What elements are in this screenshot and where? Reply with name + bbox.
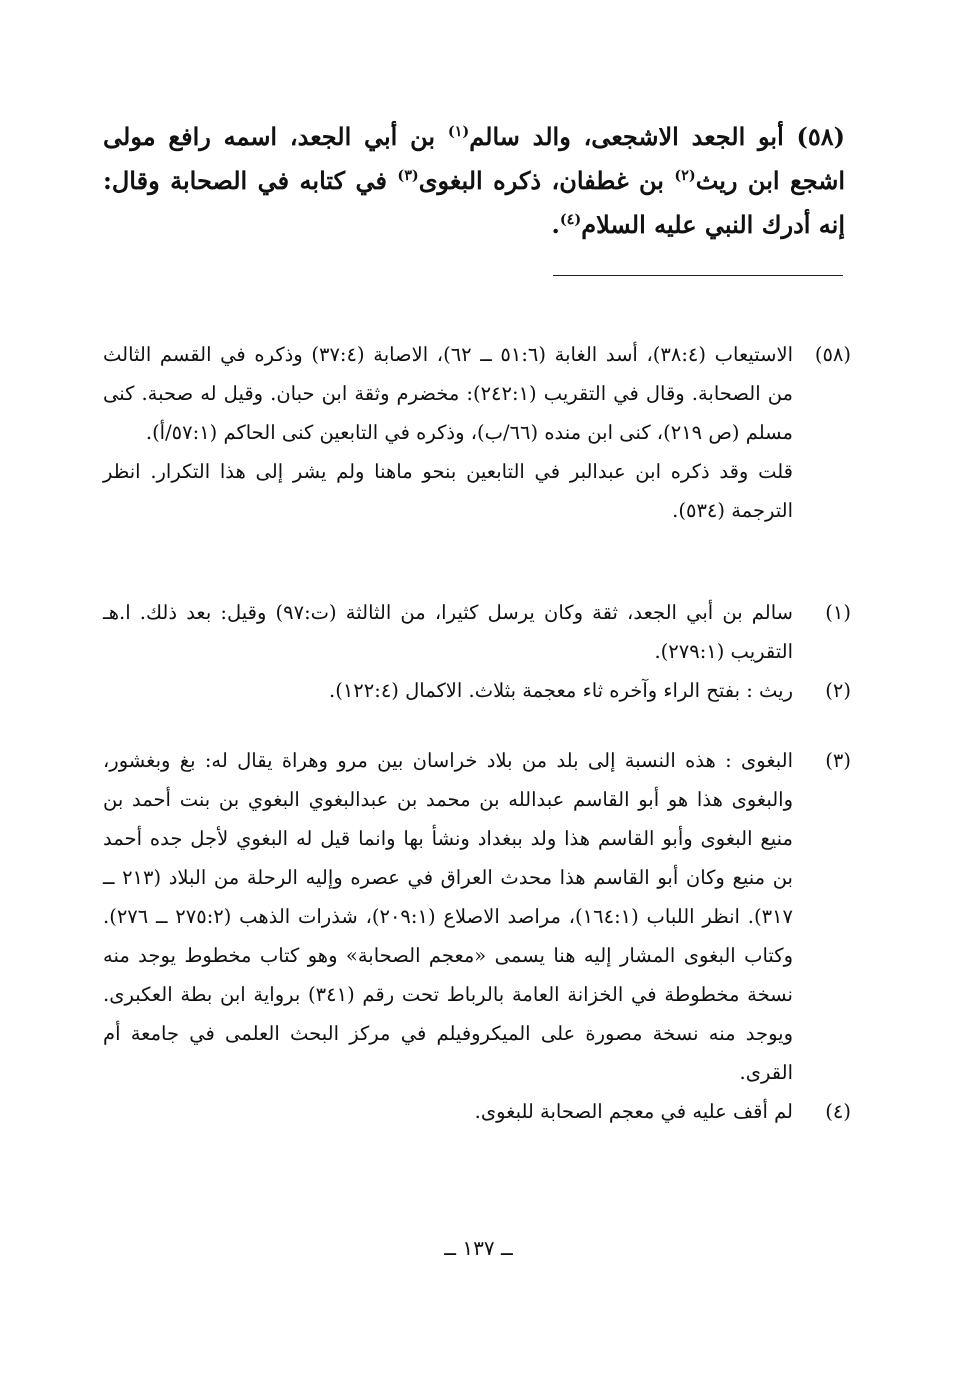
footnote-number: (٣) [825, 749, 851, 772]
footnote-block-3 [103, 741, 851, 1131]
page-number: ــ ١٣٧ ــ [444, 1236, 513, 1260]
entry-text-1: أبو الجعد الاشجعى، والد سالم [469, 122, 784, 151]
footnote-4 [103, 1092, 851, 1131]
entry-text-3: بن غطفان، ذكره البغوى [418, 166, 664, 195]
footnote-number: (٥٨) [814, 343, 851, 366]
footnote-ref-3[interactable]: (٣) [397, 167, 419, 184]
footnote-ref-1[interactable]: (١) [447, 123, 470, 140]
footnote-text: سالم بن أبي الجعد، ثقة وكان يرسل كثيرا، من الثالثة (ت:٩٧) وقيل: بعد ذلك. ا.هـ التقريب (٢٧٩:١). [103, 601, 793, 663]
footnote-ref-4[interactable]: (٤) [559, 211, 582, 228]
footnote-58 [103, 335, 851, 530]
footnote-ref-2[interactable]: (٢) [674, 167, 696, 184]
footnote-block-1 [103, 335, 851, 530]
main-entry [103, 115, 845, 247]
footnote-text: البغوى : هذه النسبة إلى بلد من بلاد خراسان بين مرو وهراة يقال له: بغ وبغشور، والبغوى هذا هو أبو القاسم عبدالله بن محمد بن عبدالبغوي البغوي بن بنت أحمد بن منيع البغوى وأبو القاسم هذا ولد ببغداد ونشأ بها وانما قيل له البغوي لأجل جده أحمد بن منيع وكان أبو القاسم هذا محدث العراق في عصره وإليه الرحلة من البلاد (٢١٣ ــ ٣١٧). انظر اللباب (١٦٤:١)، مراصد الاصلاع (٢٠٩:١)، شذرات الذهب (٢٧٥:٢ ــ ٢٧٦). وكتاب البغوى المشار إليه هنا يسمى «معجم الصحابة» وهو كتاب مخطوط يوجد منه نسخة مخطوطة في الخزانة العامة بالرباط تحت رقم (٣٤١) برواية ابن بطة العكبرى. ويوجد منه نسخة مصورة على الميكروفيلم في مركز البحث العلمى في جامعة أم القرى. [103, 749, 793, 1084]
footnote-text-extra: قلت وقد ذكره ابن عبدالبر في التابعين بنحو ماهنا ولم يشر إلى هذا التكرار. انظر الترجمة (٥٣٤). [103, 460, 793, 522]
footnote-separator [553, 275, 843, 276]
entry-number: (٥٨) [796, 122, 846, 151]
footnote-3 [103, 741, 851, 1092]
footnote-number: (١) [825, 601, 851, 624]
footnote-1 [103, 593, 851, 671]
entry-text-5: . [551, 210, 560, 239]
footnote-text: لم أقف عليه في معجم الصحابة للبغوى. [474, 1100, 793, 1123]
entry-text-4: في كتابه في الصحابة وقال: إنه أدرك النبي عليه السلام [103, 166, 845, 239]
footnote-number: (٢) [825, 679, 851, 702]
entry-text-2: بن أبي الجعد، اسمه رافع مولى اشجع ابن ريث [103, 122, 846, 195]
footnote-2 [103, 671, 851, 710]
footnote-text: الاستيعاب (٣٨:٤)، أسد الغابة (٥١:٦ ــ ٦٢)، الاصابة (٣٧:٤) وذكره في القسم الثالث من الصحابة. وقال في التقريب (٢٤٢:١): مخضرم وثقة ابن حبان. وقيل له صحبة. كنى مسلم (ص ٢١٩)، كنى ابن منده (٦٦/ب)، وذكره في التابعين كنى الحاكم (٥٧:١/أ). [103, 343, 793, 444]
footnote-number: (٤) [825, 1100, 851, 1123]
footnote-block-2 [103, 593, 851, 710]
footnote-text: ريث : بفتح الراء وآخره ثاء معجمة بثلاث. الاكمال (١٢٢:٤). [329, 679, 793, 702]
